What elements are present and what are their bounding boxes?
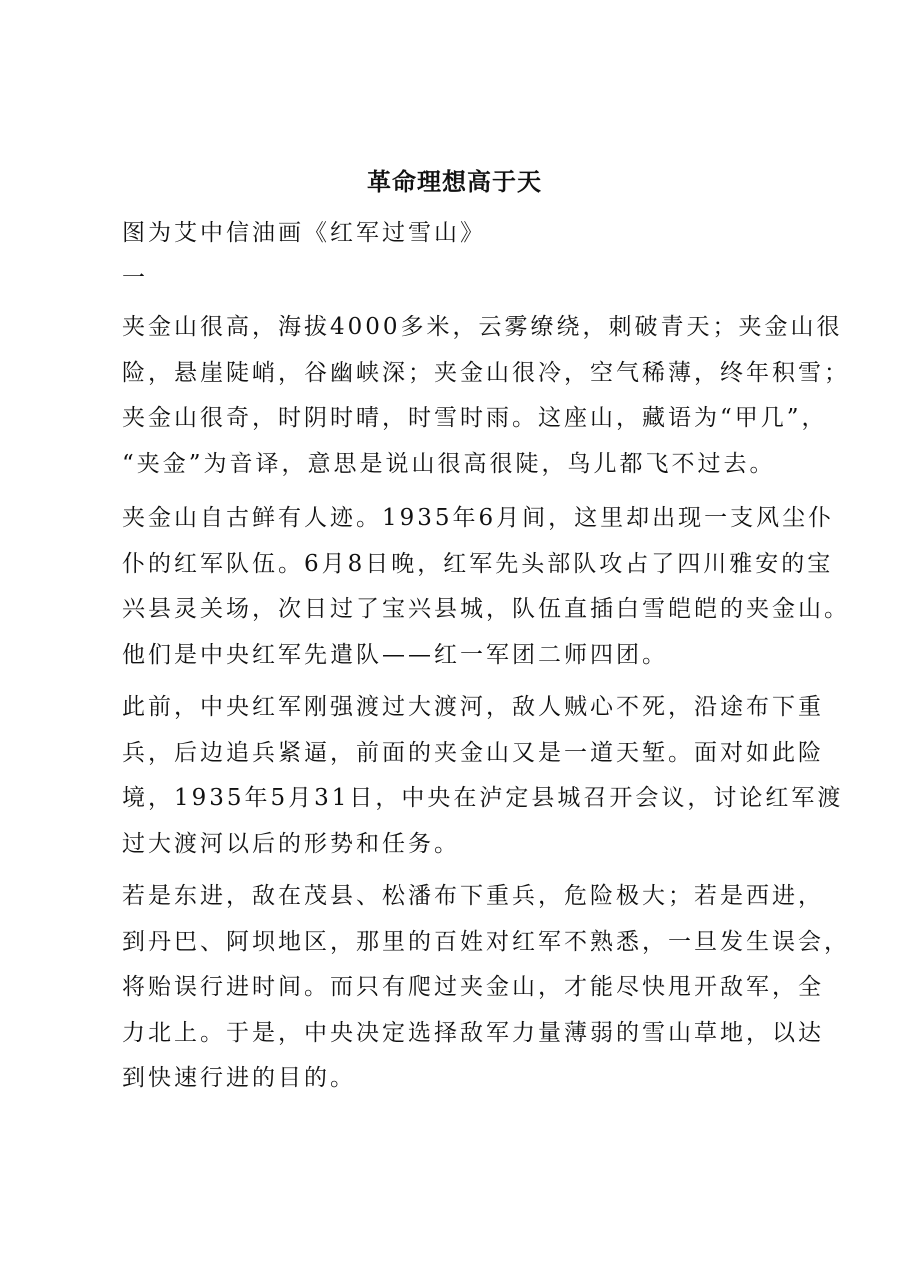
paragraph-line: 夹金山自古鲜有人迹。1935年6月间，这里却出现一支风尘仆	[122, 505, 835, 531]
document-title: 革命理想高于天	[367, 167, 542, 196]
paragraph-2	[122, 496, 850, 678]
paragraph-line: 境，1935年5月31日，中央在泸定县城召开会议，讨论红军渡	[122, 785, 844, 811]
paragraph-line: 他们是中央红军先遣队——红一军团二师四团。	[122, 641, 668, 668]
paragraph-line: “夹金”为音译，意思是说山很高很陡，鸟儿都飞不过去。	[122, 450, 776, 477]
paragraph-line: 到丹巴、阿坝地区，那里的百姓对红军不熟悉，一旦发生误会，	[122, 928, 850, 955]
paragraph-line: 夹金山很高，海拔4000多米，云雾缭绕，刺破青天；夹金山很	[122, 314, 843, 340]
paragraph-3	[122, 685, 844, 867]
paragraph-line: 仆的红军队伍。6月8日晚，红军先头部队攻占了四川雅安的宝	[122, 550, 834, 577]
paragraph-line: 到快速行进的目的。	[122, 1065, 356, 1091]
paragraph-line: 将贻误行进时间。而只有爬过夹金山，才能尽快甩开敌军，全	[122, 974, 824, 1000]
paragraph-line: 若是东进，敌在茂县、松潘布下重兵，危险极大；若是西进，	[122, 883, 824, 909]
paragraph-line: 夹金山很奇，时阴时晴，时雪时雨。这座山，藏语为“甲几”，	[122, 405, 828, 431]
paragraph-4	[122, 874, 850, 1102]
paragraph-line: 力北上。于是，中央决定选择敌军力量薄弱的雪山草地，以达	[122, 1019, 824, 1046]
paragraph-line: 过大渡河以后的形势和任务。	[122, 830, 460, 857]
paragraph-1	[122, 305, 850, 487]
paragraph-line: 险，悬崖陡峭，谷幽峡深；夹金山很冷，空气稀薄，终年积雪；	[122, 359, 850, 386]
section-number: 一	[122, 265, 148, 291]
paragraph-line: 此前，中央红军刚强渡过大渡河，敌人贼心不死，沿途布下重	[122, 694, 824, 720]
paragraph-line: 兵，后边追兵紧逼，前面的夹金山又是一道天堑。面对如此险	[122, 739, 824, 766]
image-caption: 图为艾中信油画《红军过雪山》	[122, 220, 486, 246]
paragraph-line: 兴县灵关场，次日过了宝兴县城，队伍直插白雪皑皑的夹金山。	[122, 596, 850, 622]
